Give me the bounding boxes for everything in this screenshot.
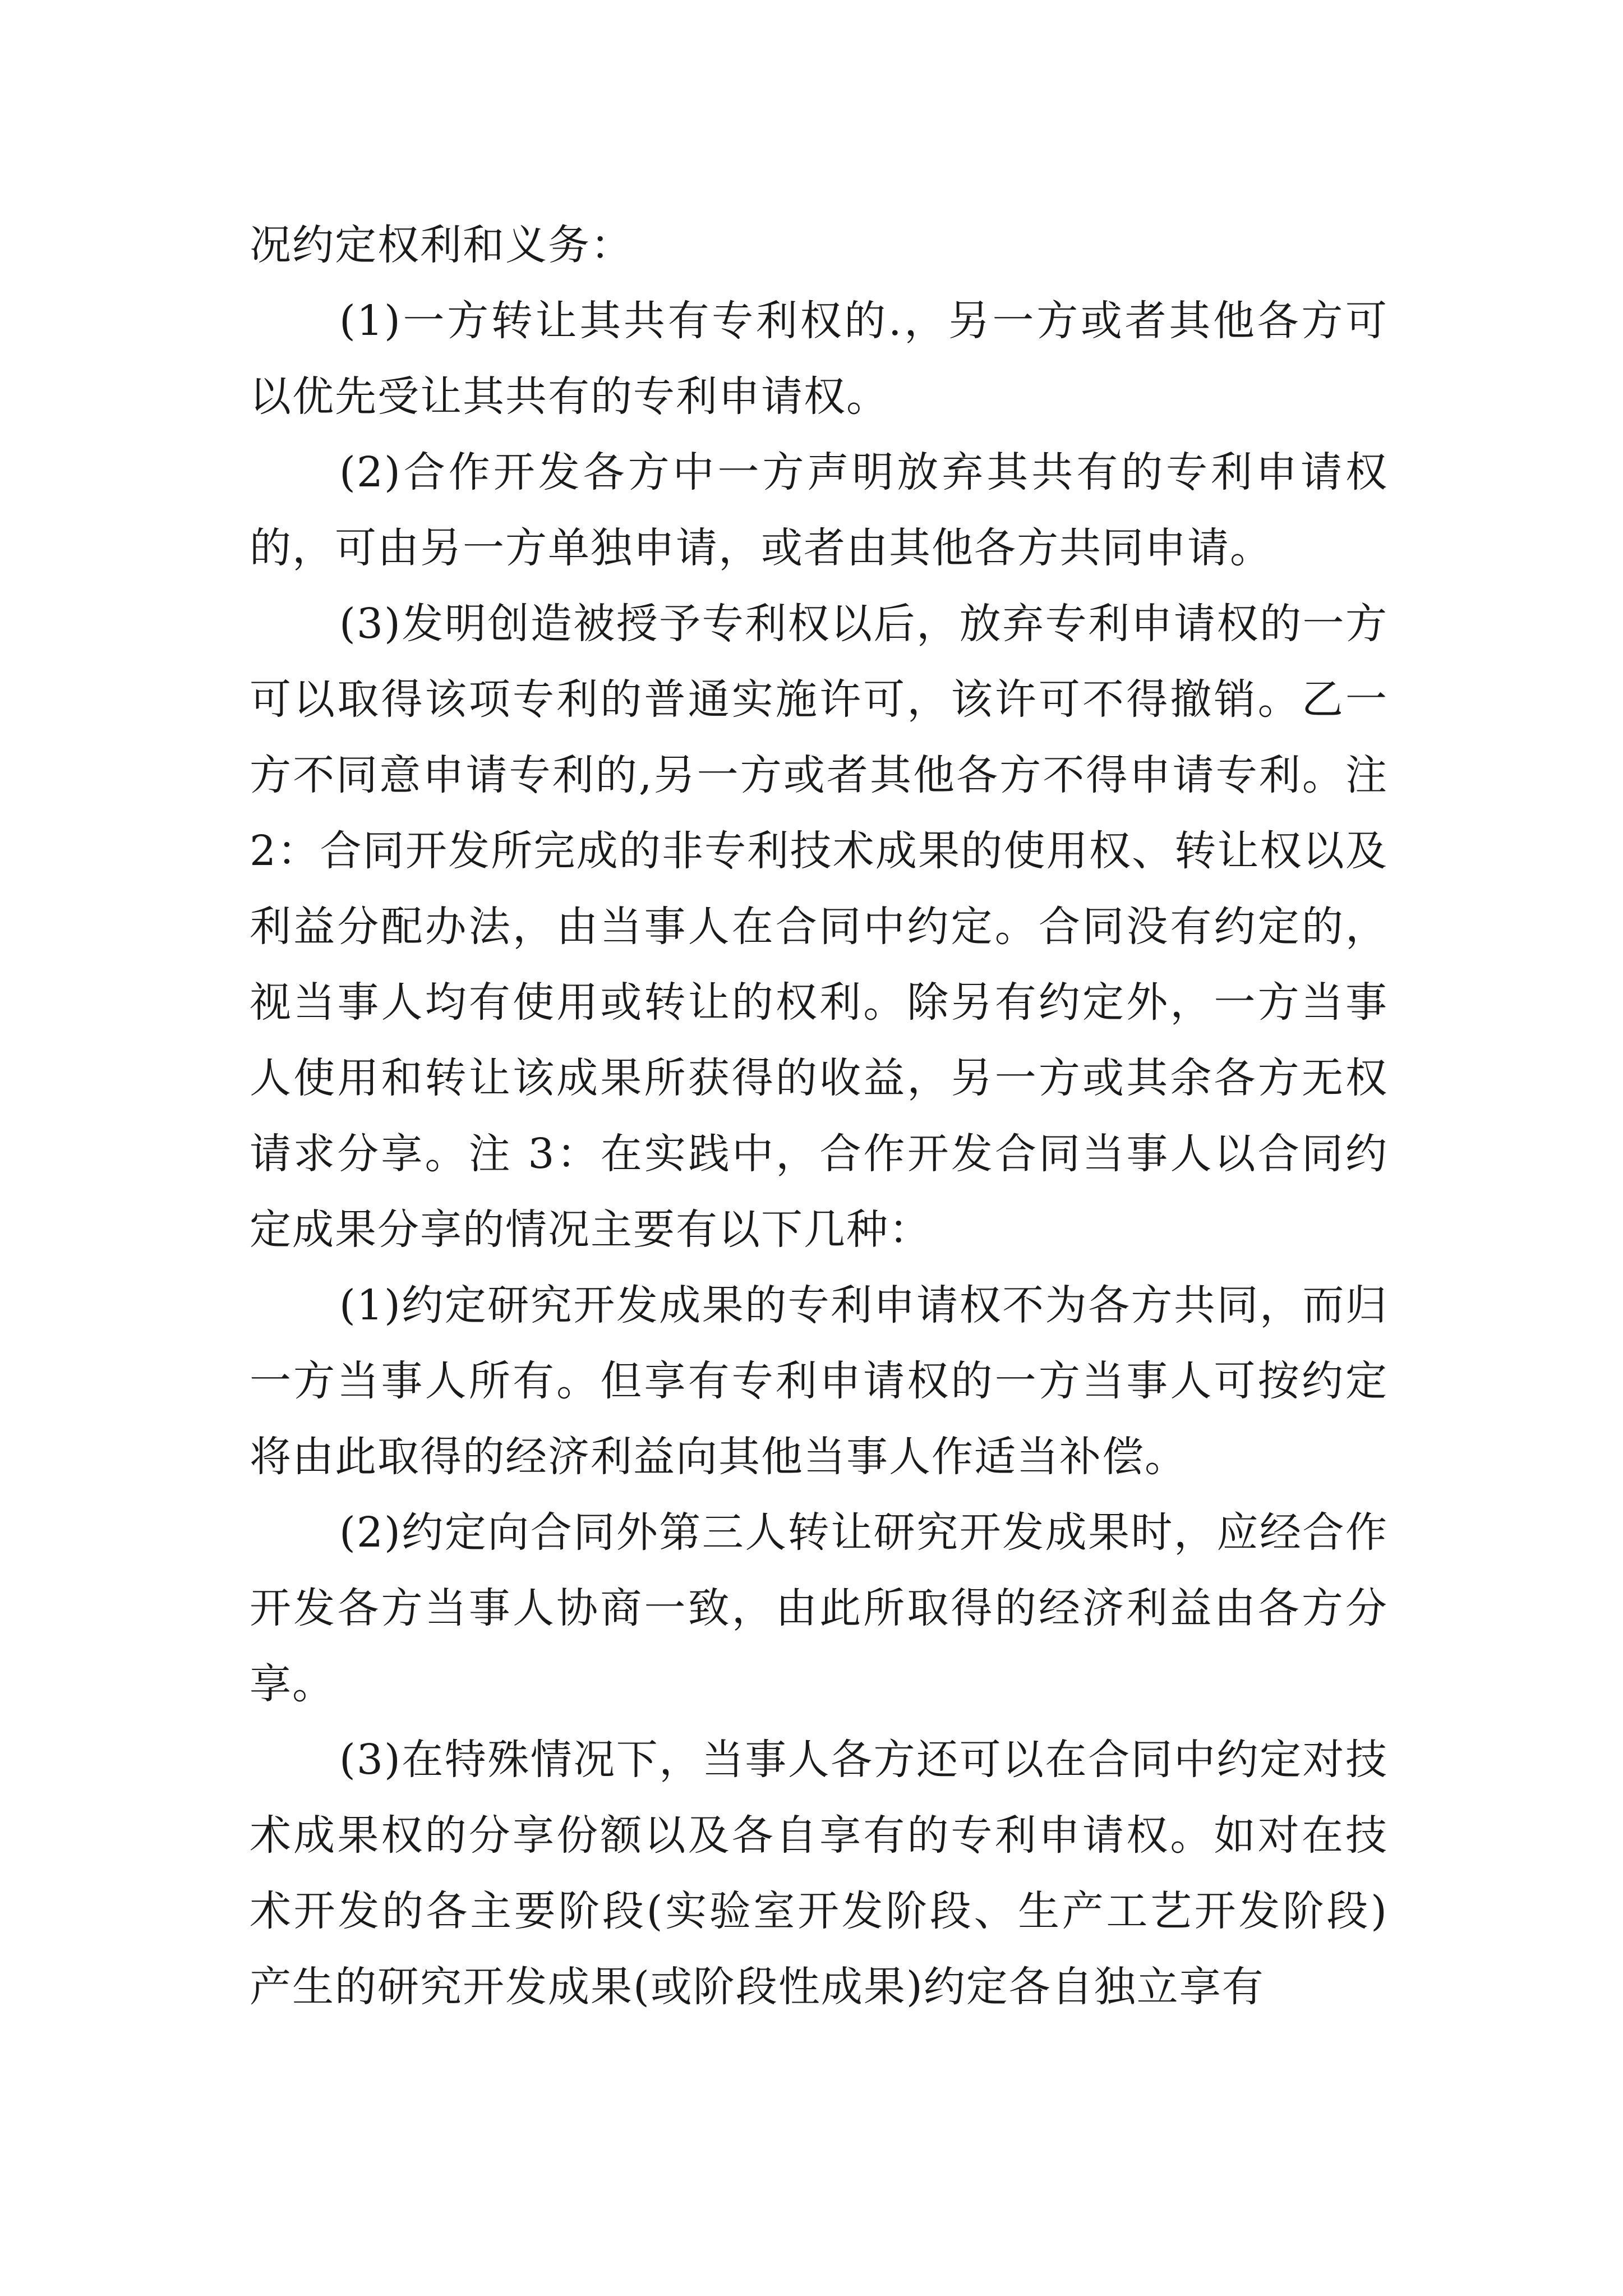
- paragraph-item-2: (2)合作开发各方中一方声明放弃其共有的专利申请权的，可由另一方单独申请，或者由其他各方共同申请。: [250, 448, 1388, 572]
- paragraph-share-item-2: (2)约定向合同外第三人转让研究开发成果时，应经合作开发各方当事人协商一致，由此所取得的经济利益由各方分享。: [250, 1508, 1388, 1708]
- paragraph-share-item-3: (3)在特殊情况下，当事人各方还可以在合同中约定对技术成果权的分享份额以及各自享有的专利申请权。如对在技术开发的各主要阶段(实验室开发阶段、生产工艺开发阶段)产生的研究开发成果(或阶段性成果)约定各自独立享有: [250, 1736, 1388, 2011]
- paragraph-continuation: 况约定权利和义务：: [250, 221, 633, 269]
- paragraph-item-1: (1)一方转让其共有专利权的.，另一方或者其他各方可以优先受让其共有的专利申请权。: [250, 297, 1388, 421]
- paragraph-share-item-1: (1)约定研究开发成果的专利申请权不为各方共同，而归一方当事人所有。但享有专利申请权的一方当事人可按约定将由此取得的经济利益向其他当事人作适当补偿。: [250, 1281, 1388, 1481]
- document-body: [250, 208, 1388, 2025]
- paragraph-item-3-notes: (3)发明创造被授予专利权以后，放弃专利申请权的一方可以取得该项专利的普通实施许可，该许可不得撤销。乙一方不同意申请专利的,另一方或者其他各方不得申请专利。注 2：合同开发所完成的非专利技术成果的使用权、转让权以及利益分配办法，由当事人在合同中约定。合同没有约定的，视当事人均有使用或转让的权利。除另有约定外，一方当事人使用和转让该成果所获得的收益，另一方或其余各方无权请求分享。注 3：在实践中，合作开发合同当事人以合同约定成果分享的情况主要有以下几种：: [250, 600, 1388, 1254]
